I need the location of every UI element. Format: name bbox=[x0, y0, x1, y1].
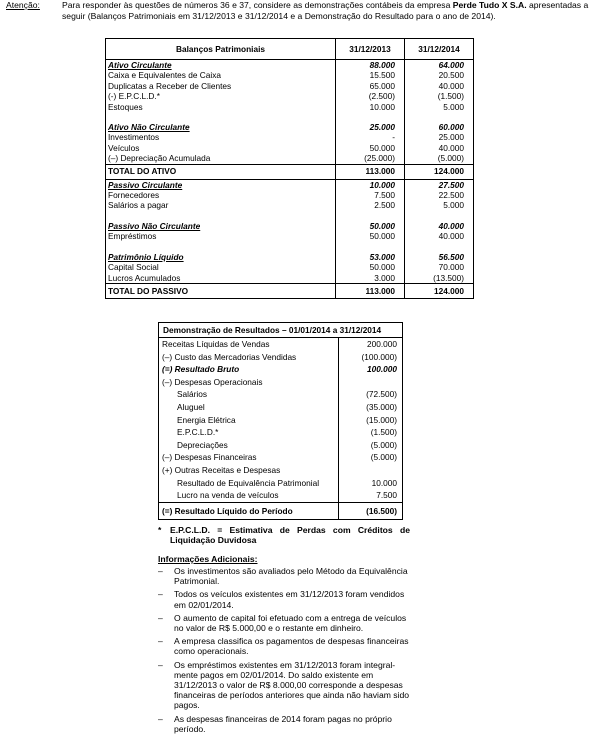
row-value: (5.000) bbox=[339, 451, 403, 464]
row-label: TOTAL DO PASSIVO bbox=[106, 283, 336, 298]
row-label: (=) Resultado Líquido do Período bbox=[159, 502, 339, 519]
row-label: (–) Despesas Operacionais bbox=[159, 376, 339, 389]
row-label: Salários bbox=[159, 388, 339, 401]
value-2013 bbox=[336, 211, 405, 221]
additional-info-text: As despesas financeiras de 2014 foram pagas no próprio período. bbox=[174, 713, 392, 734]
income-statement-row bbox=[159, 363, 403, 376]
balance-sheet-section-row bbox=[106, 221, 474, 231]
value-2014 bbox=[405, 242, 474, 252]
balance-sheet-section-row bbox=[106, 252, 474, 262]
attention-label: Atenção: bbox=[6, 0, 40, 10]
balance-sheet-total-row bbox=[106, 283, 474, 298]
value-2014: 60.000 bbox=[405, 122, 474, 132]
value-2014: 5.000 bbox=[405, 200, 474, 210]
additional-info-item bbox=[158, 714, 410, 734]
additional-info-text: Os empréstimos existentes em 31/12/2013 foram integral-mente pagos em 02/01/2014. Do saldo existente em 31/12/2013 o valor de R$ 8.000,00 corresponde a despesas financeiras de períodos anteriores que ainda não haviam sido pagos. bbox=[174, 659, 410, 711]
dash-bullet: – bbox=[158, 636, 163, 647]
row-label: Capital Social bbox=[106, 262, 336, 272]
row-label: Salários a pagar bbox=[106, 200, 336, 210]
value-2013: - bbox=[336, 132, 405, 142]
row-label: (–) Despesas Financeiras bbox=[159, 451, 339, 464]
balance-sheet-row bbox=[106, 200, 474, 210]
row-value: 10.000 bbox=[339, 477, 403, 490]
balance-sheet-row bbox=[106, 231, 474, 241]
balance-sheet-row bbox=[106, 190, 474, 200]
value-2014: 25.000 bbox=[405, 132, 474, 142]
row-label: Energia Elétrica bbox=[159, 414, 339, 427]
row-label: Veículos bbox=[106, 143, 336, 153]
additional-info-text: A empresa classifica os pagamentos de despesas financeiras como operacionais. bbox=[174, 636, 409, 657]
balance-sheet-total-row bbox=[106, 164, 474, 179]
additional-info-text: O aumento de capital foi efetuado com a entrega de veículos no valor de R$ 5.000,00 e o restante em dinheiro. bbox=[174, 612, 407, 634]
row-label: Ativo Circulante bbox=[106, 60, 336, 71]
balance-sheet-row bbox=[106, 91, 474, 101]
balance-sheet-row bbox=[106, 81, 474, 91]
value-2014: 40.000 bbox=[405, 221, 474, 231]
row-label: E.P.C.L.D.* bbox=[159, 426, 339, 439]
row-label: Resultado de Equivalência Patrimonial bbox=[159, 477, 339, 490]
income-statement-row bbox=[159, 439, 403, 452]
row-label: (-) E.P.C.L.D.* bbox=[106, 91, 336, 101]
value-2014: 124.000 bbox=[405, 164, 474, 179]
intro-text-before: Para responder às questões de números 36 e 37, considere as demonstrações contábeis da empresa bbox=[62, 0, 453, 10]
row-label bbox=[106, 211, 336, 221]
row-value: (72.500) bbox=[339, 388, 403, 401]
balance-sheet-section-row bbox=[106, 179, 474, 190]
balance-sheet-row bbox=[106, 273, 474, 284]
balance-sheet-row bbox=[106, 211, 474, 221]
value-2014: (13.500) bbox=[405, 273, 474, 284]
additional-info-item bbox=[158, 566, 410, 586]
value-2014: 22.500 bbox=[405, 190, 474, 200]
value-2013: 113.000 bbox=[336, 164, 405, 179]
value-2014: 27.500 bbox=[405, 179, 474, 190]
value-2013: 50.000 bbox=[336, 262, 405, 272]
value-2014: 64.000 bbox=[405, 60, 474, 71]
value-2013: 2.500 bbox=[336, 200, 405, 210]
additional-info-item bbox=[158, 613, 410, 633]
balance-sheet-title: Balanços Patrimoniais bbox=[106, 39, 336, 60]
value-2013: 88.000 bbox=[336, 60, 405, 71]
income-statement-final-row bbox=[159, 502, 403, 519]
row-label: (=) Resultado Bruto bbox=[159, 363, 339, 376]
row-label: Investimentos bbox=[106, 132, 336, 142]
balance-sheet-table bbox=[105, 38, 474, 299]
value-2014: 20.500 bbox=[405, 70, 474, 80]
value-2013 bbox=[336, 242, 405, 252]
dash-bullet: – bbox=[158, 612, 163, 623]
value-2014: 124.000 bbox=[405, 283, 474, 298]
balance-sheet-row bbox=[106, 262, 474, 272]
value-2013: 53.000 bbox=[336, 252, 405, 262]
balance-sheet-row bbox=[106, 132, 474, 142]
row-label: Caixa e Equivalentes de Caixa bbox=[106, 70, 336, 80]
value-2013: 50.000 bbox=[336, 143, 405, 153]
dash-bullet: – bbox=[158, 589, 163, 600]
additional-info-item bbox=[158, 636, 410, 656]
row-value bbox=[339, 464, 403, 477]
company-name: Perde Tudo X S.A. bbox=[452, 0, 527, 10]
value-2013: 25.000 bbox=[336, 122, 405, 132]
intro-text-after: apresentadas a seguir (Balanços Patrimoniais em 31/12/2013 e 31/12/2014 e a Demonstração do Resultado para o ano de 2014). bbox=[62, 0, 589, 21]
row-label: Depreciações bbox=[159, 439, 339, 452]
balance-sheet-row bbox=[106, 242, 474, 252]
value-2013: 15.500 bbox=[336, 70, 405, 80]
balance-sheet-section-row bbox=[106, 122, 474, 132]
intro-paragraph bbox=[62, 0, 590, 21]
row-label: (–) Custo das Mercadorias Vendidas bbox=[159, 351, 339, 364]
income-statement-row bbox=[159, 414, 403, 427]
income-statement-row bbox=[159, 376, 403, 389]
row-value: (1.500) bbox=[339, 426, 403, 439]
value-2013: 50.000 bbox=[336, 231, 405, 241]
value-2014: (5.000) bbox=[405, 153, 474, 164]
income-statement-row bbox=[159, 426, 403, 439]
value-2013: 10.000 bbox=[336, 102, 405, 112]
row-label bbox=[106, 242, 336, 252]
row-value bbox=[339, 376, 403, 389]
row-label: Aluguel bbox=[159, 401, 339, 414]
value-2013: (2.500) bbox=[336, 91, 405, 101]
row-label: Receitas Líquidas de Vendas bbox=[159, 338, 339, 351]
value-2014: 56.500 bbox=[405, 252, 474, 262]
row-label: Fornecedores bbox=[106, 190, 336, 200]
row-label: Estoques bbox=[106, 102, 336, 112]
additional-info-list bbox=[158, 566, 410, 737]
row-value: (16.500) bbox=[339, 502, 403, 519]
balance-sheet-row bbox=[106, 143, 474, 153]
row-label: (–) Depreciação Acumulada bbox=[106, 153, 336, 164]
row-value: 100.000 bbox=[339, 363, 403, 376]
dash-bullet: – bbox=[158, 659, 163, 670]
income-statement-table bbox=[158, 322, 403, 520]
column-header-2014: 31/12/2014 bbox=[405, 39, 474, 60]
row-label: Passivo Circulante bbox=[106, 179, 336, 190]
income-statement-title: Demonstração de Resultados – 01/01/2014 a 31/12/2014 bbox=[159, 323, 403, 338]
row-value: 200.000 bbox=[339, 338, 403, 351]
income-statement-row bbox=[159, 401, 403, 414]
additional-info-item bbox=[158, 589, 410, 609]
additional-info-text: Os investimentos são avaliados pelo Método da Equivalência Patrimonial. bbox=[174, 566, 408, 587]
row-label: TOTAL DO ATIVO bbox=[106, 164, 336, 179]
income-statement-row bbox=[159, 489, 403, 502]
row-label: Empréstimos bbox=[106, 231, 336, 241]
value-2013: 3.000 bbox=[336, 273, 405, 284]
income-statement-row bbox=[159, 464, 403, 477]
footnote bbox=[158, 525, 410, 546]
row-value: (35.000) bbox=[339, 401, 403, 414]
row-value: 7.500 bbox=[339, 489, 403, 502]
value-2014: 40.000 bbox=[405, 231, 474, 241]
income-statement-row bbox=[159, 388, 403, 401]
balance-sheet-section-row bbox=[106, 60, 474, 71]
value-2014: 5.000 bbox=[405, 102, 474, 112]
value-2013: 50.000 bbox=[336, 221, 405, 231]
value-2014: (1.500) bbox=[405, 91, 474, 101]
balance-sheet-row bbox=[106, 112, 474, 122]
row-label bbox=[106, 112, 336, 122]
value-2013: 10.000 bbox=[336, 179, 405, 190]
row-label: Lucro na venda de veículos bbox=[159, 489, 339, 502]
value-2014 bbox=[405, 112, 474, 122]
value-2013: (25.000) bbox=[336, 153, 405, 164]
value-2014 bbox=[405, 211, 474, 221]
row-value: (15.000) bbox=[339, 414, 403, 427]
value-2014: 70.000 bbox=[405, 262, 474, 272]
value-2013 bbox=[336, 112, 405, 122]
income-statement-row bbox=[159, 338, 403, 351]
value-2013: 7.500 bbox=[336, 190, 405, 200]
dash-bullet: – bbox=[158, 713, 163, 724]
income-statement-row bbox=[159, 351, 403, 364]
value-2014: 40.000 bbox=[405, 143, 474, 153]
footnote-star: * bbox=[158, 525, 162, 535]
footnote-text: E.P.C.L.D. = Estimativa de Perdas com Créditos de Liquidação Duvidosa bbox=[170, 525, 410, 546]
balance-sheet-row bbox=[106, 70, 474, 80]
value-2013: 65.000 bbox=[336, 81, 405, 91]
balance-sheet-row bbox=[106, 153, 474, 164]
additional-info-item bbox=[158, 660, 410, 711]
additional-info-text: Todos os veículos existentes em 31/12/2013 foram vendidos em 02/01/2014. bbox=[174, 589, 405, 610]
additional-info-title: Informações Adicionais: bbox=[158, 554, 258, 564]
balance-sheet-header-row bbox=[106, 39, 474, 60]
row-label: Duplicatas a Receber de Clientes bbox=[106, 81, 336, 91]
value-2013: 113.000 bbox=[336, 283, 405, 298]
income-statement-header-row bbox=[159, 323, 403, 338]
row-label: Lucros Acumulados bbox=[106, 273, 336, 284]
column-header-2013: 31/12/2013 bbox=[336, 39, 405, 60]
income-statement-row bbox=[159, 477, 403, 490]
value-2014: 40.000 bbox=[405, 81, 474, 91]
row-label: Ativo Não Circulante bbox=[106, 122, 336, 132]
row-value: (100.000) bbox=[339, 351, 403, 364]
dash-bullet: – bbox=[158, 566, 163, 576]
income-statement-row bbox=[159, 451, 403, 464]
row-value: (5.000) bbox=[339, 439, 403, 452]
row-label: (+) Outras Receitas e Despesas bbox=[159, 464, 339, 477]
row-label: Patrimônio Líquido bbox=[106, 252, 336, 262]
row-label: Passivo Não Circulante bbox=[106, 221, 336, 231]
balance-sheet-row bbox=[106, 102, 474, 112]
